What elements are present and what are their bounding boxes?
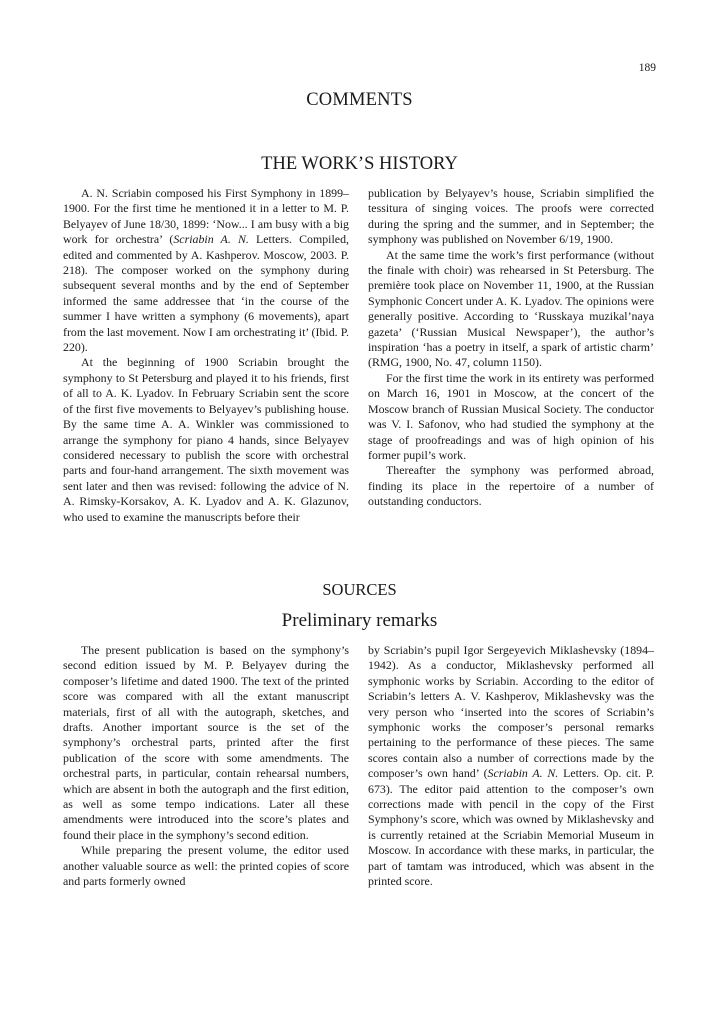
history-column-right [368, 186, 654, 510]
history-column-left [63, 186, 349, 525]
sources-paragraph-continued: by Scriabin’s pupil Igor Sergeyevich Miklashevsky (1894–1942). As a conductor, Miklashevsky performed all symphonic works by Scriabin. According to the editor of Scriabin’s letters A. V. Kashperov, Miklashevsky was the very person who ‘inserted into the scores of Scriabin’s symphonic works the composer’s personal remarks pertaining to the performance of these pieces. The same scores contain also a number of corrections made by the composer’s own hand’ (Scriabin A. N. Letters. Op. cit. P. 673). The editor paid attention to the composer’s own corrections made with pencil in the copy of the First Symphony’s score, which was owned by Miklashevsky and is currently retained at the Scriabin Memorial Museum in Moscow. In accordance with these marks, in particular, the part of tamtam was introduced, which was absent in the printed score. [368, 643, 654, 889]
page-number: 189 [638, 62, 656, 74]
comments-heading: COMMENTS [306, 90, 413, 110]
preliminary-remarks-heading: Preliminary remarks [281, 610, 438, 631]
history-paragraph: Thereafter the symphony was performed abroad, finding its place in the repertoire of a number of outstanding conductors. [368, 463, 654, 509]
history-paragraph: At the same time the work’s first performance (without the finale with choir) was rehearsed in St Petersburg. The première took place on November 11, 1900, at the Russian Symphonic Concert under A. K. Lyadov. The opinions were generally positive. According to ‘Russkaya muzikal’naya gazeta’ (‘Russian Musical Newspaper’), the author’s inspiration ‘has a poetry in itself, a spark of artistic charm’ (RMG, 1900, No. 47, column 1150). [368, 247, 654, 370]
history-paragraph: A. N. Scriabin composed his First Symphony in 1899–1900. For the first time he mentioned it in a letter to M. P. Belyayev of June 18/30, 1899: ‘Now... I am busy with a big work for orchestra’ (Scriabin A. N. Letters. Compiled, edited and commented by A. Kashperov. Moscow, 2003. P. 218). The composer worked on the symphony during subsequent several months and by the end of September informed the same addressee that ‘in the course of the summer I have written a symphony (6 movements), apart from the last movement. Now I am orchestrating it’ (Ibid. P. 220). [63, 186, 349, 355]
sources-paragraph: The present publication is based on the symphony’s second edition issued by M. P. Belyayev during the composer’s lifetime and dated 1900. The text of the printed score was compared with all the extant manuscript materials, first of all with the autograph, sketches, and drafts. Another important source is the set of the symphony’s orchestral parts, printed after the first publication of the score with some amendments. The orchestral parts, in particular, contain rehearsal numbers, which are absent in both the autograph and the first edition, as well as some tempo indications. Later all these amendments were introduced into the score’s plates and found their place in the symphony’s second edition. [63, 643, 349, 842]
history-paragraph-continued: publication by Belyayev’s house, Scriabin simplified the tessitura of singing voices. The proofs were corrected during the spring and the summer, and in September; the symphony was published on November 6/19, 1900. [368, 186, 654, 247]
author-reference: Scriabin A. N. [173, 232, 249, 247]
sources-column-left [63, 643, 349, 890]
history-paragraph: At the beginning of 1900 Scriabin brought the symphony to St Petersburg and played it to his friends, first of all to A. K. Lyadov. In February Scriabin sent the score of the first five movements to Belyayev’s publishing house. By the same time A. A. Winkler was commissioned to arrange the symphony for piano 4 hands, since Belyayev considered necessary to publish the score with orchestral parts and four-hand arrangement. The sixth movement was sent later and then was revised: following the advice of N. A. Rimsky-Korsakov, A. K. Lyadov and A. K. Glazunov, who used to examine the manuscripts before their [63, 355, 349, 524]
sources-heading: SOURCES [322, 580, 397, 599]
sources-column-right [368, 643, 654, 890]
author-reference: Scriabin A. N. [487, 766, 559, 781]
history-heading: THE WORK’S HISTORY [261, 154, 458, 174]
history-paragraph: For the first time the work in its entirety was performed on March 16, 1901 in Moscow, at the concert of the Moscow branch of Russian Musical Society. The conductor was V. I. Safonov, who had studied the symphony at the stage of proofreadings and was of high opinion of his former pupil’s work. [368, 370, 654, 462]
sources-paragraph: While preparing the present volume, the editor used another valuable source as well: the printed copies of score and parts formerly owned [63, 843, 349, 889]
